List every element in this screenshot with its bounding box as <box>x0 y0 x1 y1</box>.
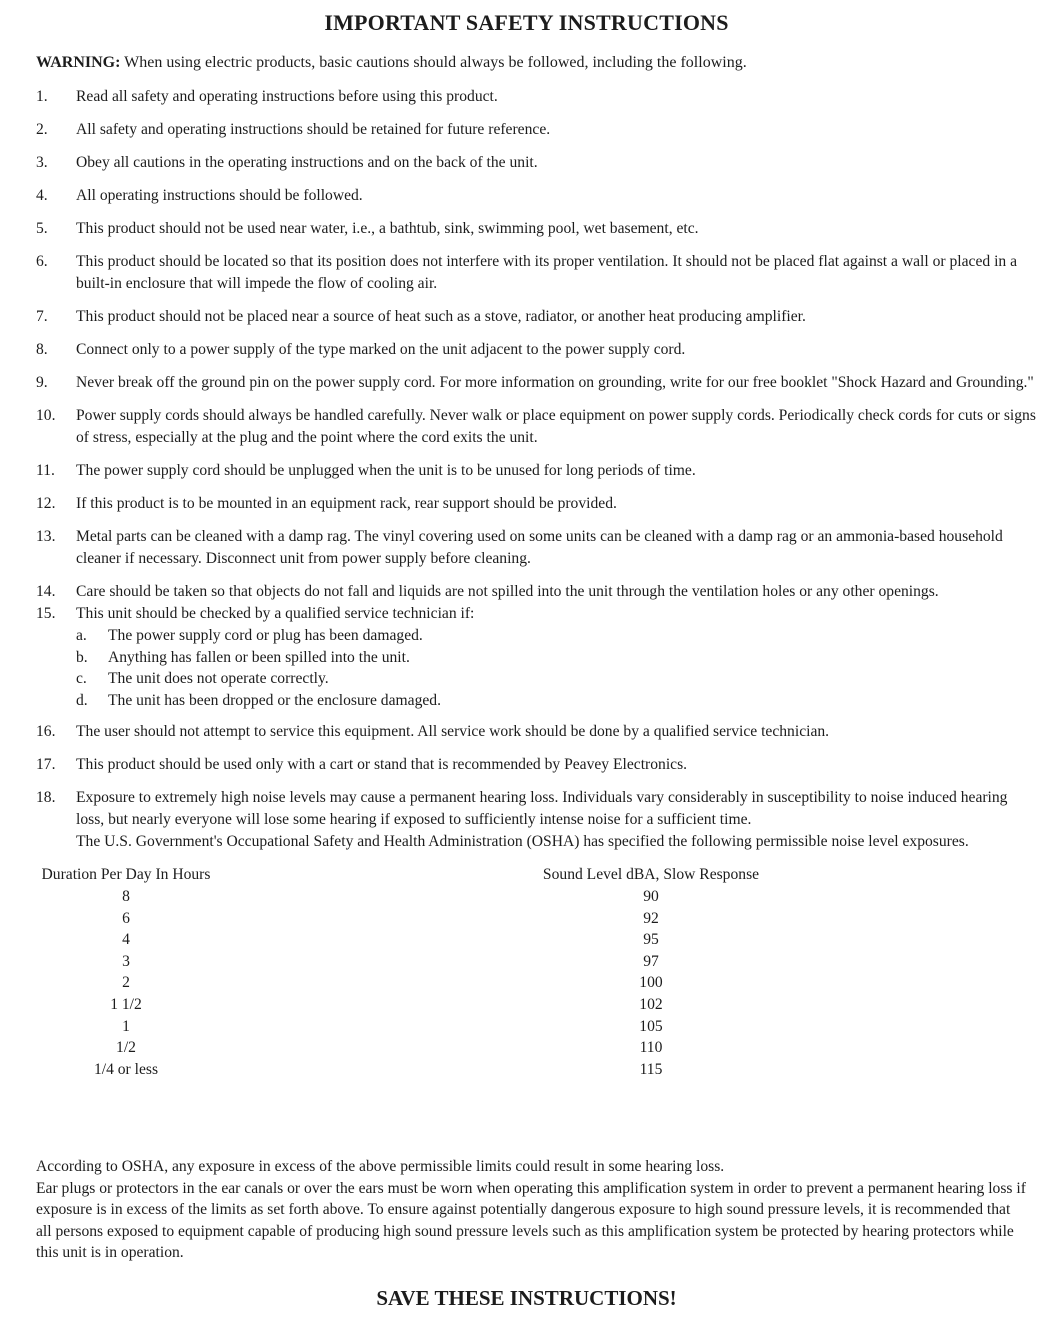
list-item <box>36 339 1036 361</box>
table-cell-duration: 1/4 or less <box>93 1060 159 1078</box>
table-cell-level: 95 <box>643 931 659 949</box>
item-number: 17. <box>36 756 56 774</box>
list-item <box>36 754 1036 776</box>
item-text-line: Power supply cords should always be handled carefully. Never walk or place equipment on power supply cords. Periodically check cords for cuts or signs of stress, especially at the plug and the point where the cord exits the unit. <box>76 407 1036 446</box>
item-number: 10. <box>36 407 56 424</box>
item-number: 5. <box>36 220 48 237</box>
table-cell-duration: 1 <box>122 1017 130 1035</box>
warning-text: When using electric products, basic cautions should always be followed, including the following. <box>120 54 747 71</box>
item-text-line: Exposure to extremely high noise levels may cause a permanent hearing loss. Individuals vary considerably in susceptibility to noise induced hearing loss, but nearly everyone will lose some hearing if exposed to sufficiently intense noise for a sufficient time. <box>76 789 1008 829</box>
table-cell-level: 102 <box>639 995 663 1013</box>
item-text <box>76 581 1036 603</box>
item-number: 18. <box>36 789 56 807</box>
item-text <box>76 754 1036 776</box>
list-item <box>36 185 1036 207</box>
item-text-line: The user should not attempt to service this equipment. All service work should be done by a qualified service technician. <box>76 723 830 741</box>
item-text-line: All safety and operating instructions should be retained for future reference. <box>76 121 551 138</box>
sub-item <box>36 668 1036 690</box>
warning-line <box>36 52 747 74</box>
closing-paragraph <box>36 1156 1026 1264</box>
warning-label: WARNING: <box>36 54 121 71</box>
sub-letter: c. <box>76 670 87 688</box>
list-item <box>36 152 1036 174</box>
table-cell-level: 92 <box>643 909 659 927</box>
item-number: 11. <box>36 462 55 479</box>
sub-text: The power supply cord or plug has been damaged. <box>108 627 423 644</box>
sub-item <box>36 625 1036 647</box>
instruction-list <box>36 86 1036 1080</box>
sub-text: The unit has been dropped or the enclosure damaged. <box>108 691 441 709</box>
item-text-line: If this product is to be mounted in an equipment rack, rear support should be provided. <box>76 495 617 512</box>
page-title: IMPORTANT SAFETY INSTRUCTIONS <box>324 10 729 35</box>
sub-letter: a. <box>76 627 87 644</box>
item-text <box>76 218 1036 240</box>
table-cell-level: 105 <box>639 1017 663 1035</box>
item-text <box>76 152 1036 174</box>
table-cell-level: 115 <box>639 1060 663 1078</box>
item-number: 3. <box>36 154 48 171</box>
item-number: 8. <box>36 341 48 358</box>
sub-item <box>36 647 1036 669</box>
item-text <box>76 339 1036 361</box>
table-cell-duration: 1 1/2 <box>110 995 142 1013</box>
item-text <box>76 372 1036 394</box>
item-text <box>76 185 1036 207</box>
item-text-line: Never break off the ground pin on the power supply cord. For more information on grounding, write for our free booklet "Shock Hazard and Grounding." <box>76 374 1034 391</box>
list-item <box>36 787 1036 853</box>
table-cell-duration: 4 <box>122 931 130 949</box>
list-item <box>36 721 1036 743</box>
item-text <box>76 306 1036 328</box>
item-text <box>76 493 1036 515</box>
item-number: 16. <box>36 723 56 741</box>
item-text <box>76 787 1036 853</box>
sub-letter: b. <box>76 648 88 666</box>
table-cell-level: 110 <box>639 1039 663 1057</box>
sub-text: Anything has fallen or been spilled into the unit. <box>108 648 410 666</box>
item-text-line: The U.S. Government's Occupational Safety and Health Administration (OSHA) has specified the following permissible noise level exposures. <box>76 833 969 851</box>
closing-line: According to OSHA, any exposure in excess of the above permissible limits could result in some hearing loss. <box>36 1158 725 1175</box>
list-item <box>36 460 1036 482</box>
item-number: 12. <box>36 495 56 512</box>
table-header: Duration Per Day In Hours <box>41 866 211 884</box>
item-text-line: All operating instructions should be followed. <box>76 187 363 204</box>
table-cell-duration: 2 <box>122 974 130 992</box>
item-number: 6. <box>36 253 48 270</box>
list-item <box>36 581 1036 603</box>
sub-letter: d. <box>76 691 88 709</box>
item-number: 4. <box>36 187 48 204</box>
list-item <box>36 119 1036 141</box>
item-text <box>76 251 1036 295</box>
table-cell-duration: 8 <box>122 887 130 905</box>
list-item <box>36 306 1036 328</box>
list-item <box>36 405 1036 449</box>
table-cell-duration: 3 <box>122 952 130 970</box>
item-text-line: Read all safety and operating instructions before using this product. <box>76 88 498 105</box>
table-cell-level: 97 <box>643 952 659 970</box>
list-item <box>36 526 1036 570</box>
item-number: 9. <box>36 374 48 391</box>
item-text-line: Metal parts can be cleaned with a damp rag. The vinyl covering used on some units can be cleaned with a damp rag or an ammonia-based household cleaner if necessary. Disconnect unit from power supply before cleaning. <box>76 528 1003 567</box>
list-item <box>36 86 1036 108</box>
item-text <box>76 721 1036 743</box>
sub-item <box>36 690 1036 712</box>
item-text-line: This unit should be checked by a qualified service technician if: <box>76 605 475 622</box>
item-number: 15. <box>36 605 56 622</box>
list-item <box>36 603 1036 625</box>
sub-text: The unit does not operate correctly. <box>108 670 329 688</box>
table-cell-level: 90 <box>643 887 659 905</box>
sub-list <box>36 625 1036 711</box>
item-text <box>76 405 1036 449</box>
table-cell-duration: 6 <box>122 909 130 927</box>
item-text-line: The power supply cord should be unplugged when the unit is to be unused for long periods of time. <box>76 462 696 479</box>
item-number: 13. <box>36 528 56 545</box>
item-text-line: This product should not be placed near a source of heat such as a stove, radiator, or another heat producing amplifier. <box>76 308 806 325</box>
footer-heading: SAVE THESE INSTRUCTIONS! <box>376 1286 677 1310</box>
item-text <box>76 526 1036 570</box>
list-item <box>36 218 1036 240</box>
item-text <box>76 119 1036 141</box>
table-header: Sound Level dBA, Slow Response <box>542 866 760 884</box>
item-text-line: This product should be located so that its position does not interfere with its proper ventilation. It should not be placed flat against a wall or placed in a built-in enclosure that will impede the flow of cooling air. <box>76 253 1018 292</box>
item-text <box>76 603 1036 625</box>
item-number: 2. <box>36 121 48 138</box>
item-text-line: Connect only to a power supply of the type marked on the unit adjacent to the power supply cord. <box>76 341 686 358</box>
item-text-line: This product should not be used near water, i.e., a bathtub, sink, swimming pool, wet basement, etc. <box>76 220 699 237</box>
list-item <box>36 493 1036 515</box>
item-text-line: This product should be used only with a cart or stand that is recommended by Peavey Electronics. <box>76 756 688 774</box>
item-text <box>76 86 1036 108</box>
list-item <box>36 372 1036 394</box>
item-number: 1. <box>36 88 48 105</box>
item-text-line: Care should be taken so that objects do not fall and liquids are not spilled into the unit through the ventilation holes or any other openings. <box>76 583 939 600</box>
item-text <box>76 460 1036 482</box>
item-number: 7. <box>36 308 48 325</box>
item-text-line: Obey all cautions in the operating instructions and on the back of the unit. <box>76 154 538 171</box>
item-number: 14. <box>36 583 56 600</box>
noise-table <box>41 864 1016 1080</box>
table-cell-duration: 1/2 <box>116 1039 136 1057</box>
list-item <box>36 251 1036 295</box>
closing-text: Ear plugs or protectors in the ear canals or over the ears must be worn when operating this amplification system in order to prevent a permanent hearing loss if exposure is in excess of the limits as set forth above. To ensure against potentially dangerous exposure to high sound pressure levels, it is recommended that all persons exposed to equipment capable of producing high sound pressure levels such as this amplification system be protected by hearing protectors while this unit is in operation. <box>36 1179 1026 1261</box>
table-cell-level: 100 <box>639 974 663 992</box>
